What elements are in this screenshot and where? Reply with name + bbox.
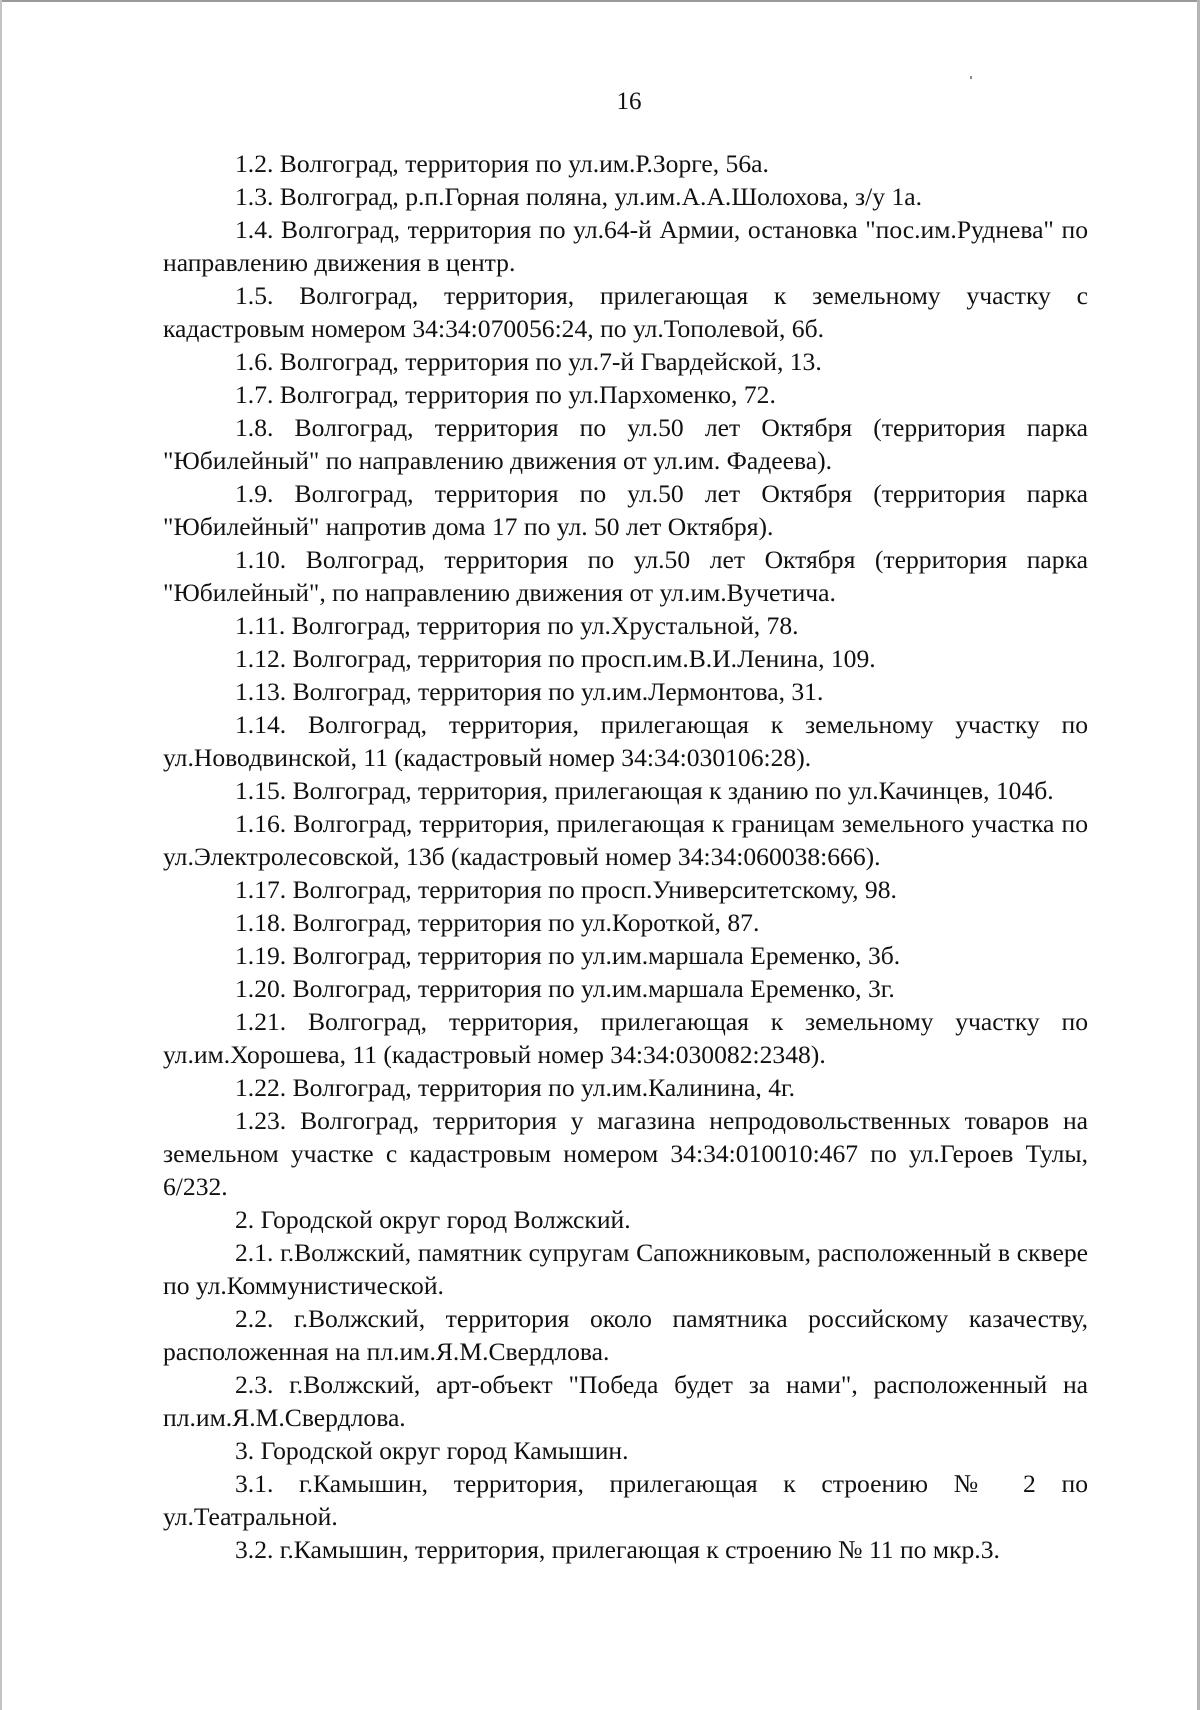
paragraph-1-22: 1.22. Волгоград, территория по ул.им.Калинина, 4г. bbox=[235, 1073, 796, 1102]
paragraph-1-16: 1.16. Волгоград, территория, прилегающая к границам земельного участка по ул.Электролесовской, 13б (кадастровый номер 34:34:060038:666). bbox=[163, 809, 1088, 871]
paragraph-1-20: 1.20. Волгоград, территория по ул.им.маршала Еременко, 3г. bbox=[235, 974, 895, 1003]
paragraph-1-4: 1.4. Волгоград, территория по ул.64-й Армии, остановка "пос.им.Руднева" по направлению движения в центр. bbox=[163, 215, 1088, 277]
paragraph-1-14: 1.14. Волгоград, территория, прилегающая к земельному участку по ул.Новодвинской, 11 (кадастровый номер 34:34:030106:28). bbox=[163, 710, 1088, 772]
document-body bbox=[163, 147, 1088, 1566]
paragraph-2-2: 2.2. г.Волжский, территория около памятника российскому казачеству, расположенная на пл.им.Я.М.Свердлова. bbox=[163, 1304, 1088, 1366]
section-heading-2: 2. Городской округ город Волжский. bbox=[235, 1205, 631, 1234]
scan-edge-left bbox=[0, 0, 2, 1710]
paragraph-1-15: 1.15. Волгоград, территория, прилегающая к зданию по ул.Качинцев, 104б. bbox=[235, 776, 1054, 805]
paragraph-1-2: 1.2. Волгоград, территория по ул.им.Р.Зорге, 56а. bbox=[235, 149, 769, 178]
paragraph-1-3: 1.3. Волгоград, р.п.Горная поляна, ул.им.А.А.Шолохова, з/у 1а. bbox=[235, 182, 923, 211]
paragraph-2-1: 2.1. г.Волжский, памятник супругам Сапожниковым, расположенный в сквере по ул.Коммунистической. bbox=[163, 1238, 1088, 1300]
paragraph-1-11: 1.11. Волгоград, территория по ул.Хрустальной, 78. bbox=[235, 611, 799, 640]
paragraph-1-8: 1.8. Волгоград, территория по ул.50 лет Октября (территория парка "Юбилейный" по направлению движения от ул.им. Фадеева). bbox=[163, 413, 1088, 475]
paragraph-1-10: 1.10. Волгоград, территория по ул.50 лет Октября (территория парка "Юбилейный", по направлению движения от ул.им.Вучетича. bbox=[163, 545, 1088, 607]
paragraph-1-7: 1.7. Волгоград, территория по ул.Пархоменко, 72. bbox=[235, 380, 776, 409]
paragraph-2-3: 2.3. г.Волжский, арт-объект "Победа будет за нами", расположенный на пл.им.Я.М.Свердлова. bbox=[163, 1370, 1088, 1432]
paragraph-3-2: 3.2. г.Камышин, территория, прилегающая к строению № 11 по мкр.3. bbox=[235, 1535, 1000, 1564]
paragraph-1-17: 1.17. Волгоград, территория по просп.Университетскому, 98. bbox=[235, 875, 897, 904]
paragraph-1-13: 1.13. Волгоград, территория по ул.им.Лермонтова, 31. bbox=[235, 677, 824, 706]
paragraph-1-6: 1.6. Волгоград, территория по ул.7-й Гвардейской, 13. bbox=[235, 347, 822, 376]
paragraph-1-12: 1.12. Волгоград, территория по просп.им.В.И.Ленина, 109. bbox=[235, 644, 876, 673]
paragraph-1-5: 1.5. Волгоград, территория, прилегающая к земельному участку с кадастровым номером 34:34:070056:24, по ул.Тополевой, 6б. bbox=[163, 281, 1088, 343]
scan-speck bbox=[970, 76, 972, 79]
paragraph-1-21: 1.21. Волгоград, территория, прилегающая к земельному участку по ул.им.Хорошева, 11 (кадастровый номер 34:34:030082:2348). bbox=[163, 1007, 1088, 1069]
paragraph-3-1: 3.1. г.Камышин, территория, прилегающая к строению № 2 по ул.Театральной. bbox=[163, 1469, 1088, 1531]
section-heading-3: 3. Городской округ город Камышин. bbox=[235, 1436, 629, 1465]
paragraph-1-18: 1.18. Волгоград, территория по ул.Короткой, 87. bbox=[235, 908, 760, 937]
paragraph-1-9: 1.9. Волгоград, территория по ул.50 лет Октября (территория парка "Юбилейный" напротив дома 17 по ул. 50 лет Октября). bbox=[163, 479, 1088, 541]
scan-edge-top bbox=[0, 0, 1200, 2]
paragraph-1-19: 1.19. Волгоград, территория по ул.им.маршала Еременко, 3б. bbox=[235, 941, 901, 970]
page-number: 16 bbox=[616, 88, 642, 115]
paragraph-1-23: 1.23. Волгоград, территория у магазина непродовольственных товаров на земельном участке с кадастровым номером 34:34:010010:467 по ул.Героев Тулы, 6/232. bbox=[163, 1106, 1088, 1201]
